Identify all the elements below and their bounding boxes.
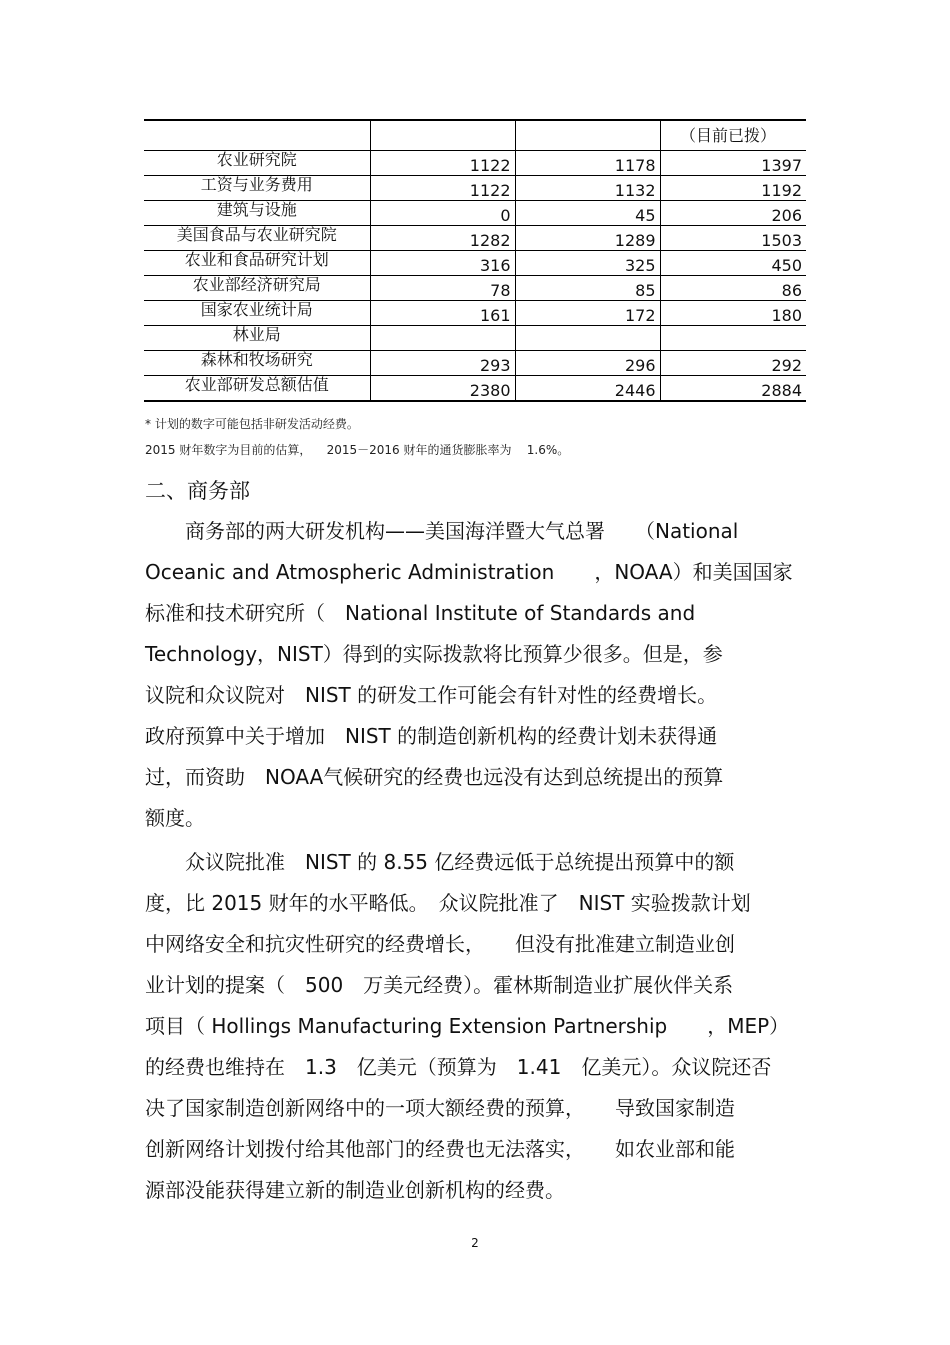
row-name: 农业研究院	[144, 151, 370, 176]
row-name: 工资与业务费用	[144, 176, 370, 201]
cell-value: 293	[370, 351, 515, 376]
text-line: 过，而资助 NOAA气候研究的经费也远没有达到总统提出的预算	[145, 765, 724, 789]
text-line: 众议院批准 NIST 的 8.55 亿经费远低于总统提出预算中的额	[145, 850, 735, 874]
cell-value	[515, 326, 660, 351]
paragraph-commerce	[145, 511, 805, 839]
section-heading: 二、商务部	[145, 479, 250, 503]
text-line: 项目（ Hollings Manufacturing Extension Partnership ，MEP）	[145, 1014, 790, 1038]
cell-value: 180	[660, 301, 806, 326]
cell-value: 1178	[515, 151, 660, 176]
cell-value: 86	[660, 276, 806, 301]
text-line: 标准和技术研究所（ National Institute of Standards and	[145, 601, 696, 625]
table-row	[144, 176, 806, 201]
cell-value: 45	[515, 201, 660, 226]
table-row	[144, 326, 806, 351]
cell-value: 1503	[660, 226, 806, 251]
cell-value: 1122	[370, 151, 515, 176]
cell-value: 1192	[660, 176, 806, 201]
cell-value: 1397	[660, 151, 806, 176]
header-cell	[370, 120, 515, 151]
text-line: 额度。	[145, 806, 205, 830]
table-header-row	[144, 120, 806, 151]
cell-value	[660, 326, 806, 351]
table-row	[144, 351, 806, 376]
row-name: 农业部经济研究局	[144, 276, 370, 301]
page-number: 2	[471, 1236, 479, 1250]
text-line: 议院和众议院对 NIST 的研发工作可能会有针对性的经费增长。	[145, 683, 718, 707]
table-footnote-inflation: 2015 财年数字为目前的估算， 2015－2016 财年的通货膨胀率为 1.6%。	[145, 443, 570, 457]
table-row-total	[144, 376, 806, 402]
cell-value: 292	[660, 351, 806, 376]
text-line: 商务部的两大研发机构——美国海洋暨大气总署 （National	[145, 519, 739, 543]
paragraph-nist-budget	[145, 842, 805, 1211]
cell-value: 1289	[515, 226, 660, 251]
cell-value: 78	[370, 276, 515, 301]
table-row	[144, 251, 806, 276]
cell-value: 161	[370, 301, 515, 326]
cell-value: 316	[370, 251, 515, 276]
table-row	[144, 276, 806, 301]
cell-value: 172	[515, 301, 660, 326]
row-name: 农业和食品研究计划	[144, 251, 370, 276]
text-line: Oceanic and Atmospheric Administration ，NOAA）和美国国家	[145, 560, 793, 584]
budget-table	[144, 119, 806, 402]
text-line: 政府预算中关于增加 NIST 的制造创新机构的经费计划未获得通	[145, 724, 718, 748]
cell-value: 296	[515, 351, 660, 376]
text-line: Technology，NIST）得到的实际拨款将比预算少很多。但是，参	[145, 642, 723, 666]
text-line: 源部没能获得建立新的制造业创新机构的经费。	[145, 1178, 565, 1202]
table-row	[144, 201, 806, 226]
text-line: 的经费也维持在 1.3 亿美元（预算为 1.41 亿美元）。众议院还否	[145, 1055, 772, 1079]
cell-value: 450	[660, 251, 806, 276]
cell-value: 1122	[370, 176, 515, 201]
row-name: 农业部研发总额估值	[144, 376, 370, 402]
table-row	[144, 226, 806, 251]
cell-value: 2446	[515, 376, 660, 402]
cell-value: 1132	[515, 176, 660, 201]
cell-value: 325	[515, 251, 660, 276]
header-cell-current: （目前已拨）	[660, 120, 806, 151]
row-name: 林业局	[144, 326, 370, 351]
table-footnote: * 计划的数字可能包括非研发活动经费。	[145, 417, 359, 431]
header-cell	[144, 120, 370, 151]
cell-value: 0	[370, 201, 515, 226]
cell-value	[370, 326, 515, 351]
row-name: 国家农业统计局	[144, 301, 370, 326]
text-line: 度，比 2015 财年的水平略低。 众议院批准了 NIST 实验拨款计划	[145, 891, 751, 915]
cell-value: 2380	[370, 376, 515, 402]
header-cell	[515, 120, 660, 151]
cell-value: 85	[515, 276, 660, 301]
text-line: 决了国家制造创新网络中的一项大额经费的预算， 导致国家制造	[145, 1096, 735, 1120]
row-name: 建筑与设施	[144, 201, 370, 226]
row-name: 森林和牧场研究	[144, 351, 370, 376]
cell-value: 2884	[660, 376, 806, 402]
cell-value: 1282	[370, 226, 515, 251]
cell-value: 206	[660, 201, 806, 226]
row-name: 美国食品与农业研究院	[144, 226, 370, 251]
table-row	[144, 301, 806, 326]
table-row	[144, 151, 806, 176]
text-line: 创新网络计划拨付给其他部门的经费也无法落实， 如农业部和能	[145, 1137, 735, 1161]
text-line: 中网络安全和抗灾性研究的经费增长， 但没有批准建立制造业创	[145, 932, 735, 956]
text-line: 业计划的提案（ 500 万美元经费）。霍林斯制造业扩展伙伴关系	[145, 973, 734, 997]
